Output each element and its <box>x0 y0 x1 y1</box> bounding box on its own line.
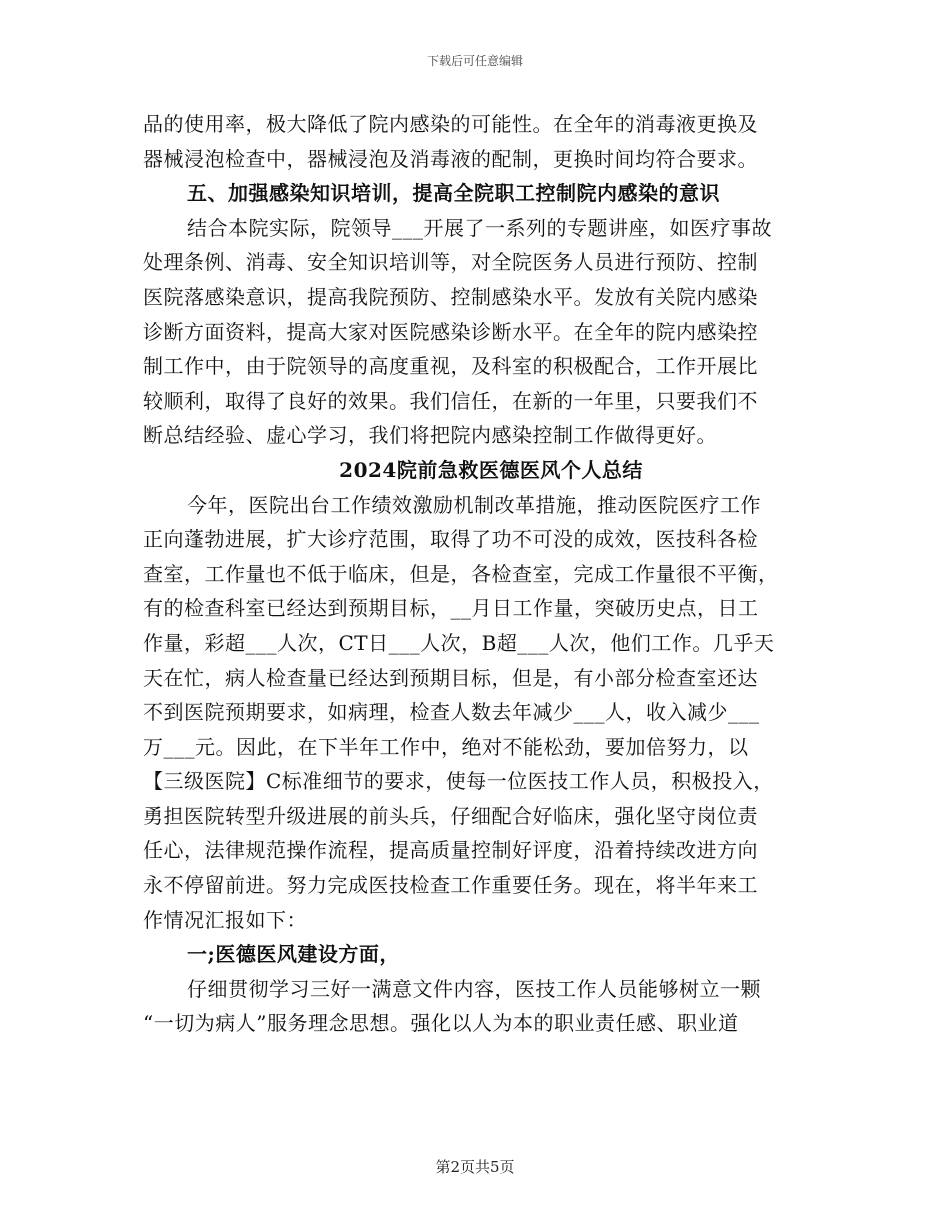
body-line: 正向蓬勃进展，扩大诊疗范围，取得了功不可没的成效，医技科各检 <box>143 527 758 552</box>
body-line: 品的使用率，极大降低了院内感染的可能性。在全年的消毒液更换及 <box>143 112 758 136</box>
document-body <box>143 107 803 1041</box>
section-heading: 一;医德医风建设方面， <box>187 942 400 967</box>
paragraph-start: 今年，医院出台工作绩效激励机制改革措施，推动医院医疗工作 <box>187 492 761 517</box>
paragraph-start: 仔细贯彻学习三好一满意文件内容，医技工作人员能够树立一颗 <box>187 976 761 1001</box>
body-line: 万___元。因此，在下半年工作中，绝对不能松劲，要加倍努力，以 <box>143 734 749 759</box>
body-line: 制工作中，由于院领导的高度重视，及科室的积极配合，工作开展比 <box>143 354 758 379</box>
document-title: 2024院前急救医德医风个人总结 <box>339 457 643 482</box>
body-line: 有的检查科室已经达到预期目标，__月日工作量，突破历史点，日工 <box>143 596 759 621</box>
body-line: 作情况汇报如下： <box>143 907 307 932</box>
body-line: 查室，工作量也不低于临床，但是，各检查室，完成工作量很不平衡， <box>143 561 779 586</box>
page-header: 下载后可任意编辑 <box>426 54 523 68</box>
section-heading: 五、加强感染知识培训，提高全院职工控制院内感染的意识 <box>187 181 720 206</box>
body-line: 处理条例、消毒、安全知识培训等，对全院医务人员进行预防、控制 <box>143 250 758 275</box>
body-line: 作量，彩超___人次，CT日___人次，B超___人次，他们工作。几乎天 <box>143 630 775 655</box>
body-line: 医院落感染意识，提高我院预防、控制感染水平。发放有关院内感染 <box>143 284 758 309</box>
body-line: 不到医院预期要求，如病理，检查人数去年减少___人，收入减少___ <box>143 700 760 725</box>
body-line: 器械浸泡检查中，器械浸泡及消毒液的配制，更换时间均符合要求。 <box>143 146 758 171</box>
body-line: 永不停留前进。努力完成医技检查工作重要任务。现在，将半年来工 <box>143 873 758 898</box>
paragraph-start: 结合本院实际，院领导___开展了一系列的专题讲座，如医疗事故 <box>187 215 772 240</box>
body-line: 诊断方面资料，提高大家对医院感染诊断水平。在全年的院内感染控 <box>143 319 758 344</box>
body-line: 较顺利，取得了良好的效果。我们信任，在新的一年里，只要我们不 <box>143 388 758 413</box>
body-line: 断总结经验、虚心学习，我们将把院内感染控制工作做得更好。 <box>143 423 717 448</box>
body-line: 【三级医院】C标准细节的要求，使每一位医技工作人员，积极投入， <box>143 769 774 794</box>
page-footer: 第2页共5页 <box>435 1158 515 1176</box>
body-line: “一切为病人”服务理念思想。强化以人为本的职业责任感、职业道 <box>143 1011 739 1036</box>
body-line: 天在忙，病人检查量已经达到预期目标，但是，有小部分检查室还达 <box>143 665 758 690</box>
body-line: 勇担医院转型升级进展的前头兵，仔细配合好临床，强化坚守岗位责 <box>143 803 758 828</box>
body-line: 任心，法律规范操作流程，提高质量控制好评度，沿着持续改进方向 <box>143 838 758 863</box>
